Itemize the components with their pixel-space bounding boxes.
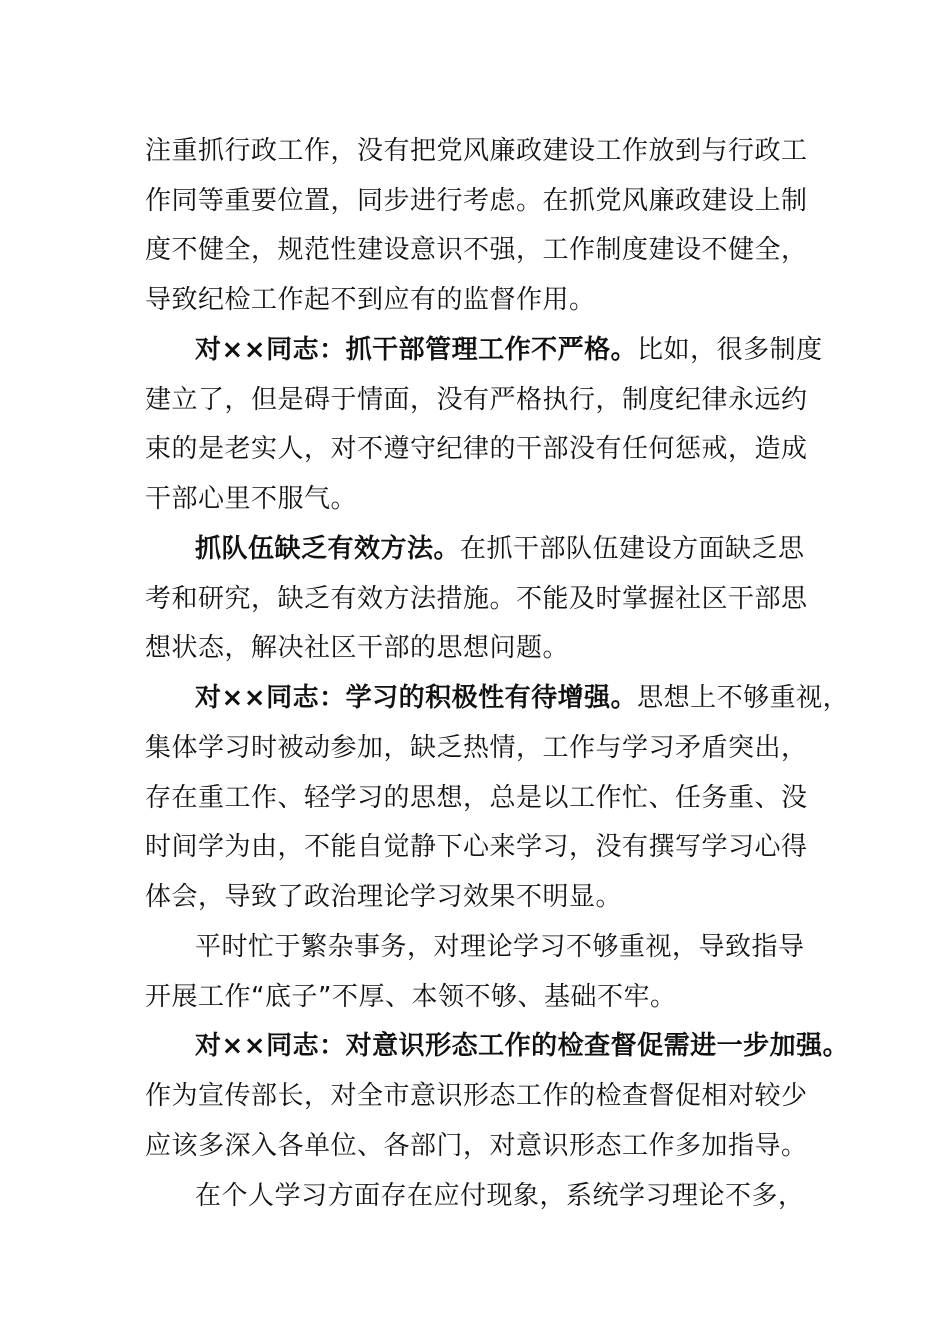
text-span: 体会，导致了政治理论学习效果不明显。 (145, 882, 623, 912)
text-span: 开展工作“底子”不厚、本领不够、基础不牢。 (145, 982, 677, 1012)
text-span: 作同等重要位置，同步进行考虑。在抓党风廉政建设上制 (145, 186, 808, 216)
text-span: 束的是老实人，对不遵守纪律的干部没有任何惩戒，造成 (145, 434, 808, 464)
text-span: 注重抓行政工作，没有把党风廉政建设工作放到与行政工 (145, 136, 808, 166)
text-line (195, 1171, 805, 1221)
text-span: 比如，很多制度 (637, 335, 823, 365)
text-span: 作为宣传部长，对全市意识形态工作的检查督促相对较少 (145, 1081, 808, 1111)
text-line (145, 424, 808, 474)
text-line (145, 375, 808, 425)
text-span: 时间学为由，不能自觉静下心来学习，没有撰写学习心得 (145, 832, 808, 862)
text-line (145, 773, 808, 823)
text-span: 建立了，但是碍于情面，没有严格执行，制度纪律永远约 (145, 385, 808, 415)
text-span: 在个人学习方面存在应付现象，系统学习理论不多， (195, 1181, 805, 1211)
bold-heading: 抓队伍缺乏有效方法。 (195, 534, 461, 564)
text-line (145, 176, 808, 226)
paragraph-lead-line (195, 524, 805, 574)
text-span: 度不健全，规范性建设意识不强，工作制度建设不健全， (145, 235, 808, 265)
text-line (145, 126, 808, 176)
paragraph-lead-line (195, 1021, 849, 1071)
text-line (145, 275, 596, 325)
text-span: 应该多深入各单位、各部门，对意识形态工作多加指导。 (145, 1131, 808, 1161)
text-span: 想状态，解决社区干部的思想问题。 (145, 633, 570, 663)
text-span: 干部心里不服气。 (145, 484, 358, 514)
text-line (145, 972, 676, 1022)
text-line (145, 225, 808, 275)
text-line (195, 922, 805, 972)
text-span: 平时忙于繁杂事务，对理论学习不够重视，导致指导 (195, 932, 805, 962)
text-line (145, 822, 808, 872)
paragraph-lead-line (195, 325, 823, 375)
text-line (145, 1071, 808, 1121)
text-span: 思想上不够重视， (637, 683, 850, 713)
bold-heading: 对××同志：对意识形态工作的检查督促需进一步加强。 (195, 1031, 850, 1061)
text-span: 导致纪检工作起不到应有的监督作用。 (145, 285, 596, 315)
paragraph-lead-line (195, 673, 849, 723)
bold-heading: 对××同志：抓干部管理工作不严格。 (195, 335, 638, 365)
text-span: 在抓干部队伍建设方面缺乏思 (460, 534, 805, 564)
text-line (145, 723, 808, 773)
text-span: 考和研究，缺乏有效方法措施。不能及时掌握社区干部思 (145, 584, 808, 614)
text-line (145, 623, 569, 673)
text-line (145, 1121, 808, 1171)
text-span: 存在重工作、轻学习的思想，总是以工作忙、任务重、没 (145, 783, 808, 813)
text-span: 集体学习时被动参加，缺乏热情，工作与学习矛盾突出， (145, 733, 808, 763)
text-line (145, 474, 357, 524)
text-line (145, 574, 808, 624)
text-line (145, 872, 622, 922)
bold-heading: 对××同志：学习的积极性有待增强。 (195, 683, 638, 713)
